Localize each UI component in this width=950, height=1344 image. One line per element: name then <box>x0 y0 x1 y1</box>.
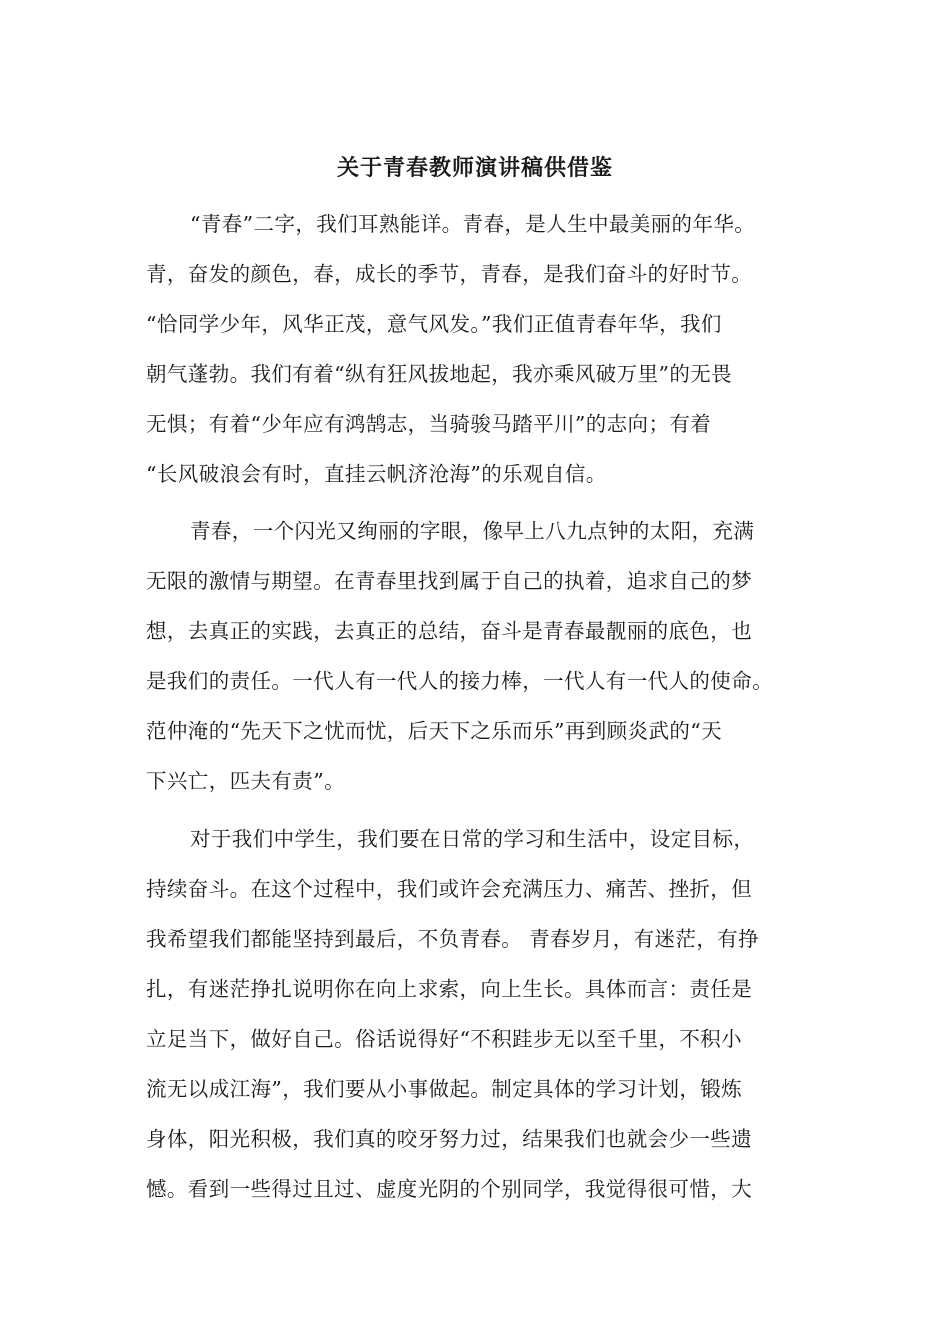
paragraph-1-line-2: 青，奋发的颜色，春，成长的季节，青春，是我们奋斗的好时节。 <box>146 262 753 286</box>
paragraph-3-line-2: 持续奋斗。在这个过程中，我们或许会充满压力、痛苦、挫折，但 <box>146 877 753 901</box>
paragraph-2-line-4: 是我们的责任。一代人有一代人的接力棒，一代人有一代人的使命。 <box>146 669 773 693</box>
paragraph-3-line-7: 身体，阳光积极，我们真的咬牙努力过，结果我们也就会少一些遗 <box>146 1127 753 1151</box>
paragraph-3-line-4: 扎，有迷茫挣扎说明你在向上求索，向上生长。具体而言：责任是 <box>146 977 753 1001</box>
paragraph-1-line-1: “青春”二字，我们耳熟能详。青春，是人生中最美丽的年华。 <box>190 212 756 236</box>
document-title: 关于青春教师演讲稿供借鉴 <box>336 155 613 181</box>
paragraph-3-line-6: 流无以成江海”，我们要从小事做起。制定具体的学习计划，锻炼 <box>146 1077 743 1101</box>
paragraph-3-line-1: 对于我们中学生，我们要在日常的学习和生活中，设定目标， <box>190 827 755 851</box>
paragraph-2-line-2: 无限的激情与期望。在青春里找到属于自己的执着，追求自己的梦 <box>146 569 753 593</box>
paragraph-1-line-3: “恰同学少年，风华正茂，意气风发。”我们正值青春年华，我们 <box>146 312 722 336</box>
paragraph-3-line-3: 我希望我们都能坚持到最后，不负青春。 青春岁月，有迷茫，有挣 <box>146 927 760 951</box>
paragraph-1-line-6: “长风破浪会有时，直挂云帆济沧海”的乐观自信。 <box>146 462 607 486</box>
paragraph-1-line-4: 朝气蓬勃。我们有着“纵有狂风拔地起，我亦乘风破万里”的无畏 <box>146 362 733 386</box>
paragraph-2-line-5: 范仲淹的“先天下之忧而忧，后天下之乐而乐”再到顾炎武的“天 <box>146 719 723 743</box>
paragraph-3-line-8: 憾。看到一些得过且过、虚度光阴的个别同学，我觉得很可惜，大 <box>146 1177 753 1201</box>
paragraph-3-line-5: 立足当下，做好自己。俗话说得好“不积跬步无以至千里，不积小 <box>146 1027 743 1051</box>
paragraph-2-line-3: 想，去真正的实践，去真正的总结，奋斗是青春最靓丽的底色，也 <box>146 619 753 643</box>
paragraph-2-line-6: 下兴亡，匹夫有责”。 <box>146 769 345 793</box>
paragraph-2-line-1: 青春，一个闪光又绚丽的字眼，像早上八九点钟的太阳，充满 <box>190 519 755 543</box>
paragraph-1-line-5: 无惧；有着“少年应有鸿鹄志，当骑骏马踏平川”的志向；有着 <box>146 412 712 436</box>
